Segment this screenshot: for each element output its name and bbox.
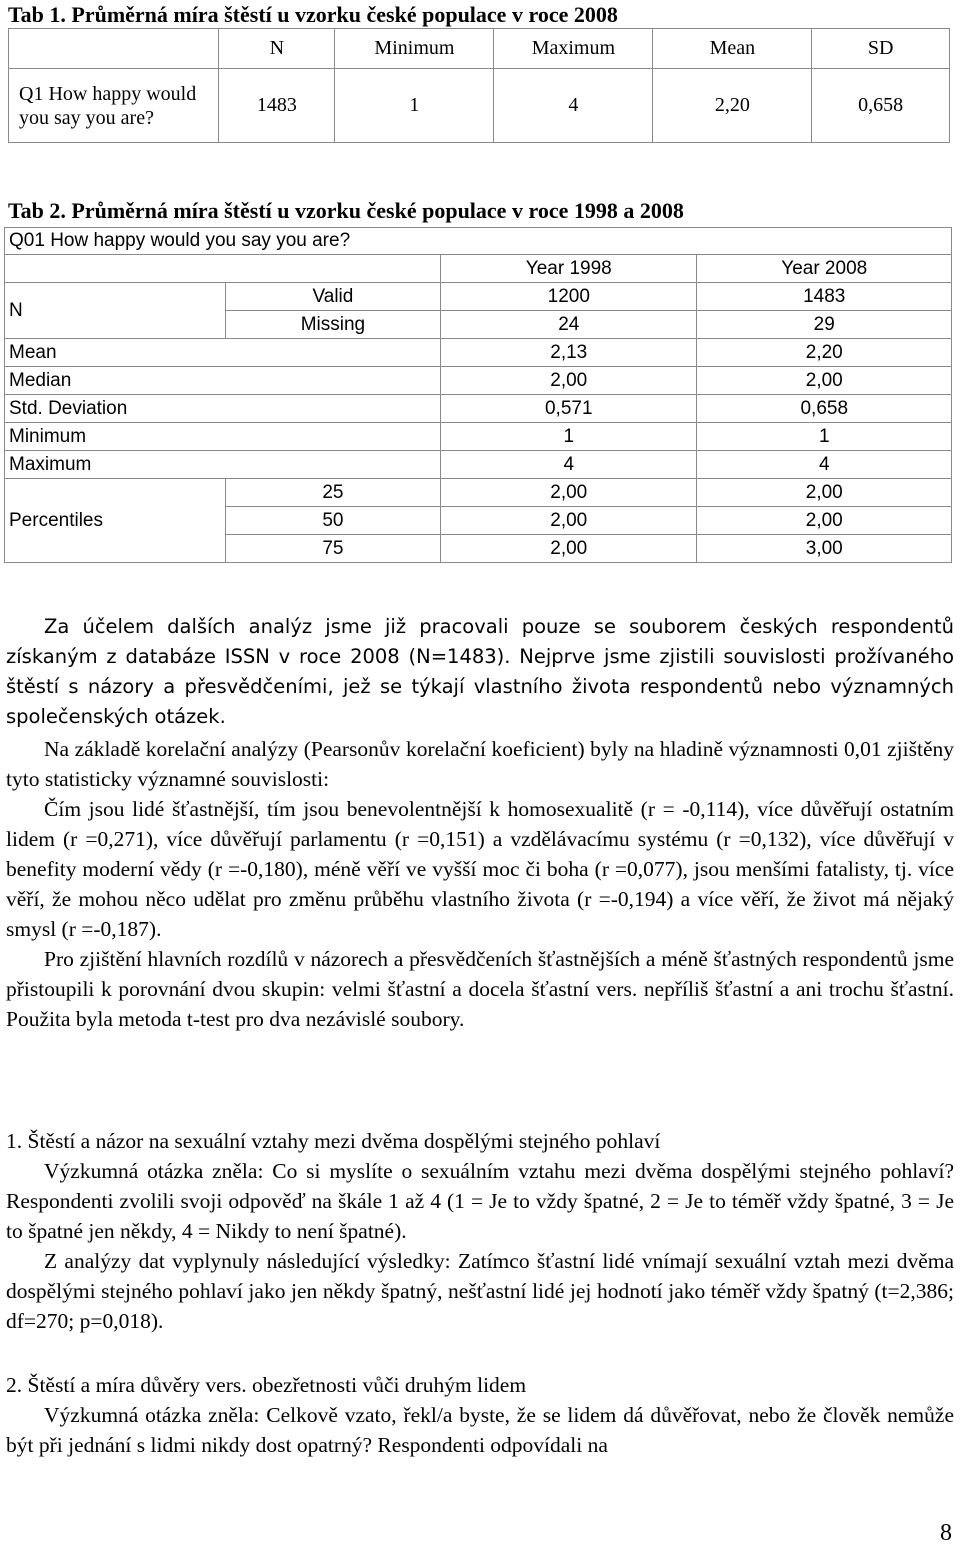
tab2-min-label: Minimum (5, 423, 441, 451)
tab1-value-n: 1483 (219, 69, 335, 143)
body-paragraph-3: Čím jsou lidé šťastnější, tím jsou benevolentnější k homosexualitě (r = -0,114), více důvěřují ostatním lidem (r =0,271), více důvěřují parlamentu (r =0,151) a vzdělávacímu systému (r =0,132), více důvěřují v benefity moderní vědy (r =-0,180), méně věří ve vyšší moc či boha (r =0,077), jsou menšími fatalisty, tj. více věří, že mohou něco udělat pro změnu průběhu vlastního života (r =-0,194) a více věří, že život má nějaký smysl (r =-0,187). (6, 797, 954, 941)
tab2-valid-2008: 1483 (697, 283, 952, 311)
tab2-header-1998: Year 1998 (441, 255, 697, 283)
tab1-value-min: 1 (335, 69, 494, 143)
tab2-missing-label: Missing (225, 311, 440, 339)
tab1-corner (9, 29, 219, 69)
section-2-heading: 2. Štěstí a míra důvěry vers. obezřetnosti vůči druhým lidem (6, 1373, 527, 1397)
tab1-caption: Tab 1. Průměrná míra štěstí u vzorku české populace v roce 2008 (8, 2, 618, 27)
body-paragraphs (6, 734, 954, 1034)
tab2-p50-1998: 2,00 (441, 507, 697, 535)
tab2-missing-2008: 29 (697, 311, 952, 339)
tab2-p25-2008: 2,00 (697, 479, 952, 507)
tab2-median-label: Median (5, 367, 441, 395)
section-1 (6, 1126, 954, 1336)
tab2-table (4, 227, 952, 563)
tab1-header-sd: SD (812, 29, 950, 69)
section-2-paragraph-1: Výzkumná otázka zněla: Celkově vzato, řekl/a byste, že se lidem dá důvěřovat, nebo že člověk nemůže být při jednání s lidmi nikdy dost opatrný? Respondenti odpovídali na (6, 1403, 954, 1457)
tab2-max-2008: 4 (697, 451, 952, 479)
tab1-value-max: 4 (494, 69, 653, 143)
tab2-mean-2008: 2,20 (697, 339, 952, 367)
page-number: 8 (940, 1520, 952, 1546)
tab2-percentiles-label: Percentiles (5, 479, 226, 563)
tab2-mean-1998: 2,13 (441, 339, 697, 367)
tab1-row-label: Q1 How happy would you say you are? (9, 69, 219, 143)
tab2-p25-label: 25 (225, 479, 440, 507)
tab2-n-label: N (5, 283, 226, 339)
tab2-corner (5, 255, 226, 283)
tab2-missing-1998: 24 (441, 311, 697, 339)
tab2-p75-2008: 3,00 (697, 535, 952, 563)
tab1-value-sd: 0,658 (812, 69, 950, 143)
body-paragraph-4: Pro zjištění hlavních rozdílů v názorech a přesvědčeních šťastnějších a méně šťastných respondentů jsme přistoupili k porovnání dvou skupin: velmi šťastní a docela šťastní vers. nepříliš šťastní a ani trochu šťastní. Použita byla metoda t-test pro dva nezávislé soubory. (6, 947, 954, 1031)
tab2-std-2008: 0,658 (697, 395, 952, 423)
tab2-max-1998: 4 (441, 451, 697, 479)
tab2-caption: Tab 2. Průměrná míra štěstí u vzorku české populace v roce 1998 a 2008 (8, 198, 684, 223)
section-1-paragraph-2: Z analýzy dat vyplynuly následující výsledky: Zatímco šťastní lidé vnímají sexuální vztah mezi dvěma dospělými stejného pohlaví jako jen někdy špatný, nešťastní lidé jej hodnotí jako téměř vždy špatný (t=2,386; df=270; p=0,018). (6, 1249, 954, 1333)
tab2-mean-label: Mean (5, 339, 441, 367)
tab2-median-1998: 2,00 (441, 367, 697, 395)
tab2-p50-2008: 2,00 (697, 507, 952, 535)
tab2-median-2008: 2,00 (697, 367, 952, 395)
tab2-p75-1998: 2,00 (441, 535, 697, 563)
tab1-header-max: Maximum (494, 29, 653, 69)
tab1-table (8, 28, 950, 143)
tab2-header-2008: Year 2008 (697, 255, 952, 283)
tab2-min-2008: 1 (697, 423, 952, 451)
body-paragraph-1: Za účelem dalších analýz jsme již pracovali pouze se souborem českých respondentů získaným z databáze ISSN v roce 2008 (N=1483). Nejprve jsme zjistili souvislosti prožívaného štěstí s názory a přesvědčeními, jež se týkají vlastního života respondentů nebo významných společenských otázek. (6, 615, 954, 728)
section-1-paragraph-1: Výzkumná otázka zněla: Co si myslíte o sexuálním vztahu mezi dvěma dospělými stejného pohlaví? Respondenti zvolili svoji odpověď na škále 1 až 4 (1 = Je to vždy špatné, 2 = Je to téměř vždy špatné, 3 = Je to špatné jen někdy, 4 = Nikdy to není špatné). (6, 1159, 954, 1243)
tab2-max-label: Maximum (5, 451, 441, 479)
tab2-question: Q01 How happy would you say you are? (5, 228, 952, 255)
tab2-valid-1998: 1200 (441, 283, 697, 311)
tab1-header-mean: Mean (653, 29, 812, 69)
tab2-p75-label: 75 (225, 535, 440, 563)
tab2-valid-label: Valid (225, 283, 440, 311)
tab2-corner-2 (225, 255, 440, 283)
tab2-min-1998: 1 (441, 423, 697, 451)
section-2 (6, 1370, 954, 1460)
tab1-header-n: N (219, 29, 335, 69)
body-paragraph-2: Na základě korelační analýzy (Pearsonův korelační koeficient) byly na hladině významnosti 0,01 zjištěny tyto statisticky významné souvislosti: (6, 737, 954, 791)
tab2-std-1998: 0,571 (441, 395, 697, 423)
tab1-value-mean: 2,20 (653, 69, 812, 143)
tab2-std-label: Std. Deviation (5, 395, 441, 423)
tab1-header-min: Minimum (335, 29, 494, 69)
tab2-p50-label: 50 (225, 507, 440, 535)
tab2-p25-1998: 2,00 (441, 479, 697, 507)
section-1-heading: 1. Štěstí a názor na sexuální vztahy mezi dvěma dospělými stejného pohlaví (6, 1129, 661, 1153)
